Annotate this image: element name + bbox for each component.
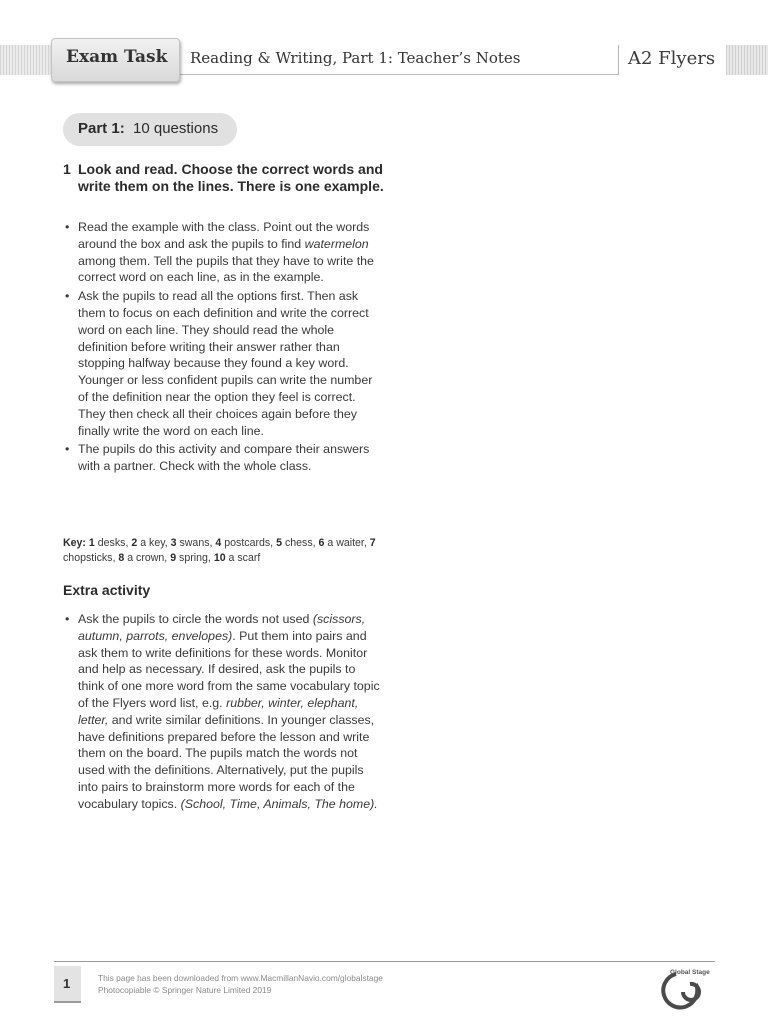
- key-number: 3: [170, 537, 177, 549]
- download-notice: This page has been downloaded from www.MacmillanNavio.com/globalstage: [98, 973, 383, 983]
- key-answer: a scarf: [225, 552, 261, 564]
- key-answer: a waiter,: [324, 537, 367, 549]
- copyright-notice: Photocopiable © Springer Nature Limited 2019: [98, 985, 272, 995]
- key-number: 10: [213, 552, 226, 564]
- question-instruction: Look and read. Choose the correct words and write them on the lines. There is one example.: [78, 161, 384, 194]
- key-answer: a key,: [137, 537, 168, 549]
- page-number: 1: [63, 976, 71, 991]
- extra-activity-list: [63, 611, 383, 815]
- header-underline: [180, 74, 618, 75]
- key-number: 8: [118, 552, 125, 564]
- question-count: 10 questions: [133, 120, 219, 137]
- exam-task-label: Exam Task: [66, 47, 168, 67]
- list-item: • Read the example with the class. Point out the words around the box and ask the pupils to find watermelon among them. Tell the pupils that they have to write the correct word on each line, as in the example.: [65, 220, 374, 285]
- list-item: • Ask the pupils to circle the words not used (scissors, autumn, parrots, envelopes). Put them into pairs and ask them to write definitions for these words. Monitor and help as necessary. If desired, ask the pupils to think of one more word from the same vocabulary topic of the Flyers word list, e.g. rubber, winter, elephant, letter, and write similar definitions. In younger classes, have definitions prepared before the lesson and write them on the board. The pupils match the words not used with the definitions. Alternatively, put the pupils into pairs to brainstorm more words for each of the vocabulary topics. (School, Time, Animals, The home).: [65, 612, 380, 811]
- logo-wordmark: Global Stage: [670, 969, 710, 976]
- key-number: 5: [276, 537, 282, 549]
- footer-rule: [54, 961, 715, 962]
- header-band-right: [726, 45, 768, 75]
- example-word: watermelon: [304, 236, 369, 251]
- exam-task-tab: [51, 38, 180, 82]
- key-answer: chess,: [282, 537, 316, 549]
- key-answer: postcards,: [221, 537, 274, 549]
- key-number: 2: [131, 537, 138, 549]
- part-badge: [63, 113, 237, 146]
- page-number-box: [54, 966, 81, 1003]
- part-label: Part 1:: [78, 120, 125, 137]
- key-answer: chopsticks,: [63, 552, 116, 564]
- list-item: • The pupils do this activity and compare their answers with a partner. Check with the whole class.: [65, 442, 370, 474]
- bullet-icon: •: [65, 442, 70, 457]
- footer-text: [98, 972, 383, 996]
- answer-key: [63, 536, 393, 566]
- key-number: 4: [215, 537, 222, 549]
- question-number: 1: [63, 161, 71, 177]
- key-answer: desks,: [94, 537, 129, 549]
- list-item: • Ask the pupils to read all the options first. Then ask them to focus on each definition and write the correct word on each line. They should read the whole definition before writing their answer rather than stopping halfway because they found a key word. Younger or less confident pupils can write the number of the definition near the option they feel is correct. They then check all their choices again before they finally write the word on each line.: [65, 289, 373, 438]
- teacher-notes-list: [63, 219, 383, 477]
- key-number: 9: [170, 552, 177, 564]
- bullet-icon: •: [65, 289, 70, 304]
- key-answer: swans,: [176, 537, 213, 549]
- key-label: Key:: [63, 537, 86, 549]
- extra-activity-heading: Extra activity: [63, 582, 151, 598]
- key-number: 1: [88, 537, 95, 549]
- key-number: 6: [318, 537, 325, 549]
- key-answer: a crown,: [124, 552, 168, 564]
- bullet-icon: •: [65, 612, 70, 626]
- page-title: Reading & Writing, Part 1: Teacher’s Notes: [190, 49, 521, 67]
- level-label: A2 Flyers: [628, 48, 716, 69]
- key-answer: spring,: [176, 552, 211, 564]
- key-number: 7: [369, 537, 376, 549]
- bullet-icon: •: [65, 220, 70, 234]
